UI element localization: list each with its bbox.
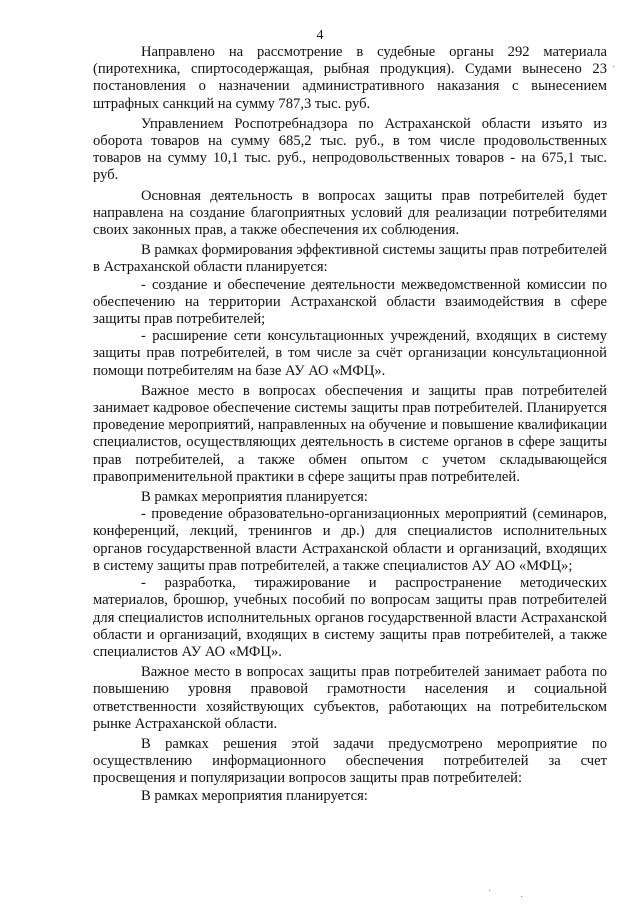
paragraph-event-plans: В рамках мероприятия планируется: xyxy=(141,489,368,506)
paragraph-goods-withdrawn: Управлением Роспотребнадзора по Астраханской области изъято из оборота товаров на сумму 685,2 тыс. руб., в том числе продовольственных товаров на сумму 10,1 тыс. руб., непродовольственных товаров - на 675,1 тыс. руб. xyxy=(93,115,607,184)
scan-speck-mark: · xyxy=(488,886,492,897)
paragraph-legal-literacy: Важное место в вопросах защиты прав потребителей занимает работа по повышению уровня правовой грамотности населения и социальной ответственности хозяйствующих субъектов, работающих на потребительском рынке Астраханской области. xyxy=(93,664,607,732)
paragraph-event-plans-final: В рамках мероприятия планируется: xyxy=(141,787,368,804)
paragraph-main-activity: Основная деятельность в вопросах защиты прав потребителей будет направлена на создание благоприятных условий для реализации потребителями своих законных прав, а также обеспечения их соблюдения. xyxy=(93,187,607,239)
paragraph-court-materials: Направлено на рассмотрение в судебные органы 292 материала (пиротехника, спиртосодержащая, рыбная продукция). Судами вынесено 23 постановления о назначении административного наказания с вынесением штрафных санкций на сумму 787,3 тыс. руб. xyxy=(93,44,607,112)
paragraph-staffing: Важное место в вопросах обеспечения и защиты прав потребителей занимает кадровое обеспечение системы защиты прав потребителей. Планируется проведение мероприятий, направленных на обучение и повышение квалификации специалистов, осуществляющих деятельность в системе органов в сфере защиты прав потребителей, а также обмен опытом с учетом складывающейся правоприменительной практики в сфере защиты прав потребителей. xyxy=(93,382,607,485)
paragraph-system-planning: В рамках формирования эффективной системы защиты прав потребителей в Астраханской области планируется: xyxy=(93,242,607,276)
list-item-seminars: - проведение образовательно-организационных мероприятий (семинаров, конференций, лекций, тренингов и др.) для специалистов исполнительных органов государственной власти Астраханской области и организаций, входящих в систему защиты прав потребителей, а также специалистов АУ АО «МФЦ»; xyxy=(93,506,607,574)
scan-speck-mark: · xyxy=(520,892,524,903)
scan-speck-mark: · xyxy=(612,62,616,73)
document-body xyxy=(93,44,607,808)
page-number: 4 xyxy=(316,28,324,43)
paragraph-information-support: В рамках решения этой задачи предусмотрено мероприятие по осуществлению информационного обеспечения потребителей за счет просвещения и популяризации вопросов защиты прав потребителей: xyxy=(93,735,607,787)
list-item-materials: - разработка, тиражирование и распространение методических материалов, брошюр, учебных пособий по вопросам защиты прав потребителей для специалистов исполнительных органов государственной власти Астраханской области и организаций, входящих в систему защиты прав потребителей, а также специалистов АУ АО «МФЦ». xyxy=(93,575,607,660)
list-item-commission: - создание и обеспечение деятельности межведомственной комиссии по обеспечению на территории Астраханской области взаимодействия в сфере защиты прав потребителей; xyxy=(93,276,607,328)
list-item-consultation-network: - расширение сети консультационных учреждений, входящих в систему защиты прав потребителей, в том числе за счёт организации консультационной помощи потребителям на базе АУ АО «МФЦ». xyxy=(93,328,607,379)
